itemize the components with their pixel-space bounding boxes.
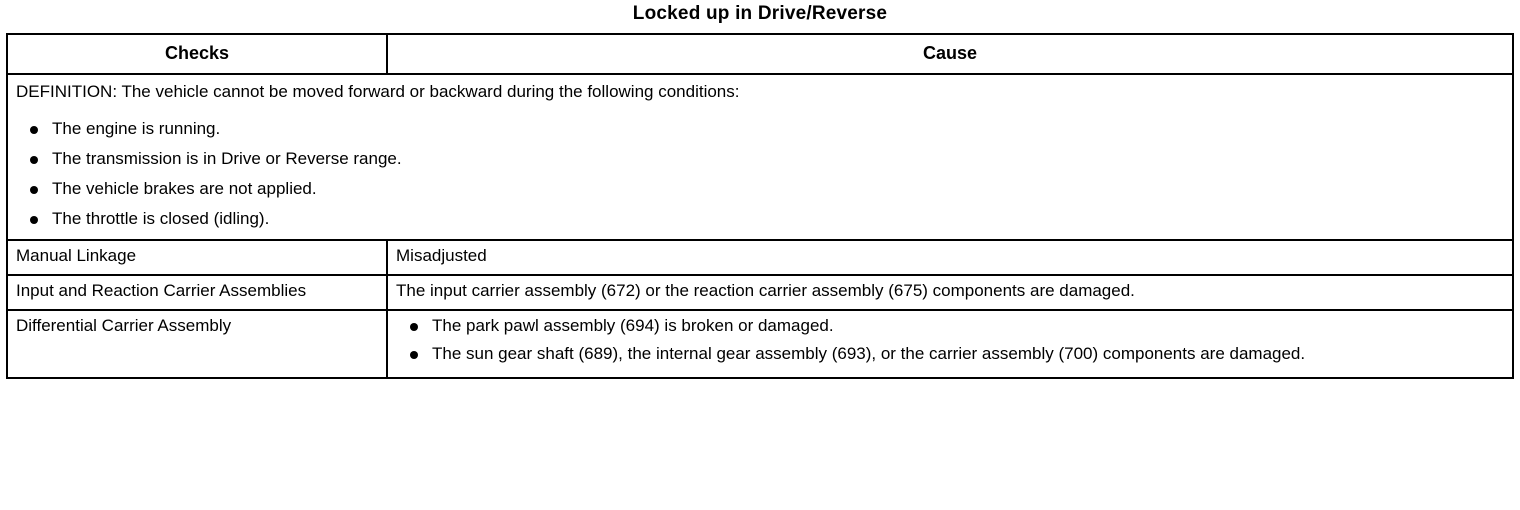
list-item: The throttle is closed (idling). — [16, 208, 1504, 231]
list-item: The park pawl assembly (694) is broken or damaged. — [396, 315, 1504, 338]
check-cell: Input and Reaction Carrier Assemblies — [7, 275, 387, 310]
list-item: The transmission is in Drive or Reverse range. — [16, 148, 1504, 171]
definition-lead-text: DEFINITION: The vehicle cannot be moved forward or backward during the following conditions: — [16, 82, 740, 102]
list-item: The engine is running. — [16, 118, 1504, 141]
check-cell: Manual Linkage — [7, 240, 387, 275]
definition-cell — [7, 74, 1513, 240]
definition-bullet-list — [16, 118, 1504, 231]
diagnostic-table — [6, 33, 1514, 379]
column-header-cause: Cause — [387, 34, 1513, 74]
cause-cell: The input carrier assembly (672) or the reaction carrier assembly (675) components are damaged. — [387, 275, 1513, 310]
cause-bullet-list — [396, 315, 1504, 366]
list-item: The vehicle brakes are not applied. — [16, 178, 1504, 201]
table-header-row — [7, 34, 1513, 74]
cause-cell: Misadjusted — [387, 240, 1513, 275]
table-row — [7, 310, 1513, 378]
table-row-definition — [7, 74, 1513, 240]
check-cell: Differential Carrier Assembly — [7, 310, 387, 378]
column-header-checks: Checks — [7, 34, 387, 74]
table-row — [7, 240, 1513, 275]
page-title: Locked up in Drive/Reverse — [632, 3, 888, 24]
cause-cell — [387, 310, 1513, 378]
list-item: The sun gear shaft (689), the internal gear assembly (693), or the carrier assembly (700) components are damaged. — [396, 343, 1504, 366]
table-row — [7, 275, 1513, 310]
